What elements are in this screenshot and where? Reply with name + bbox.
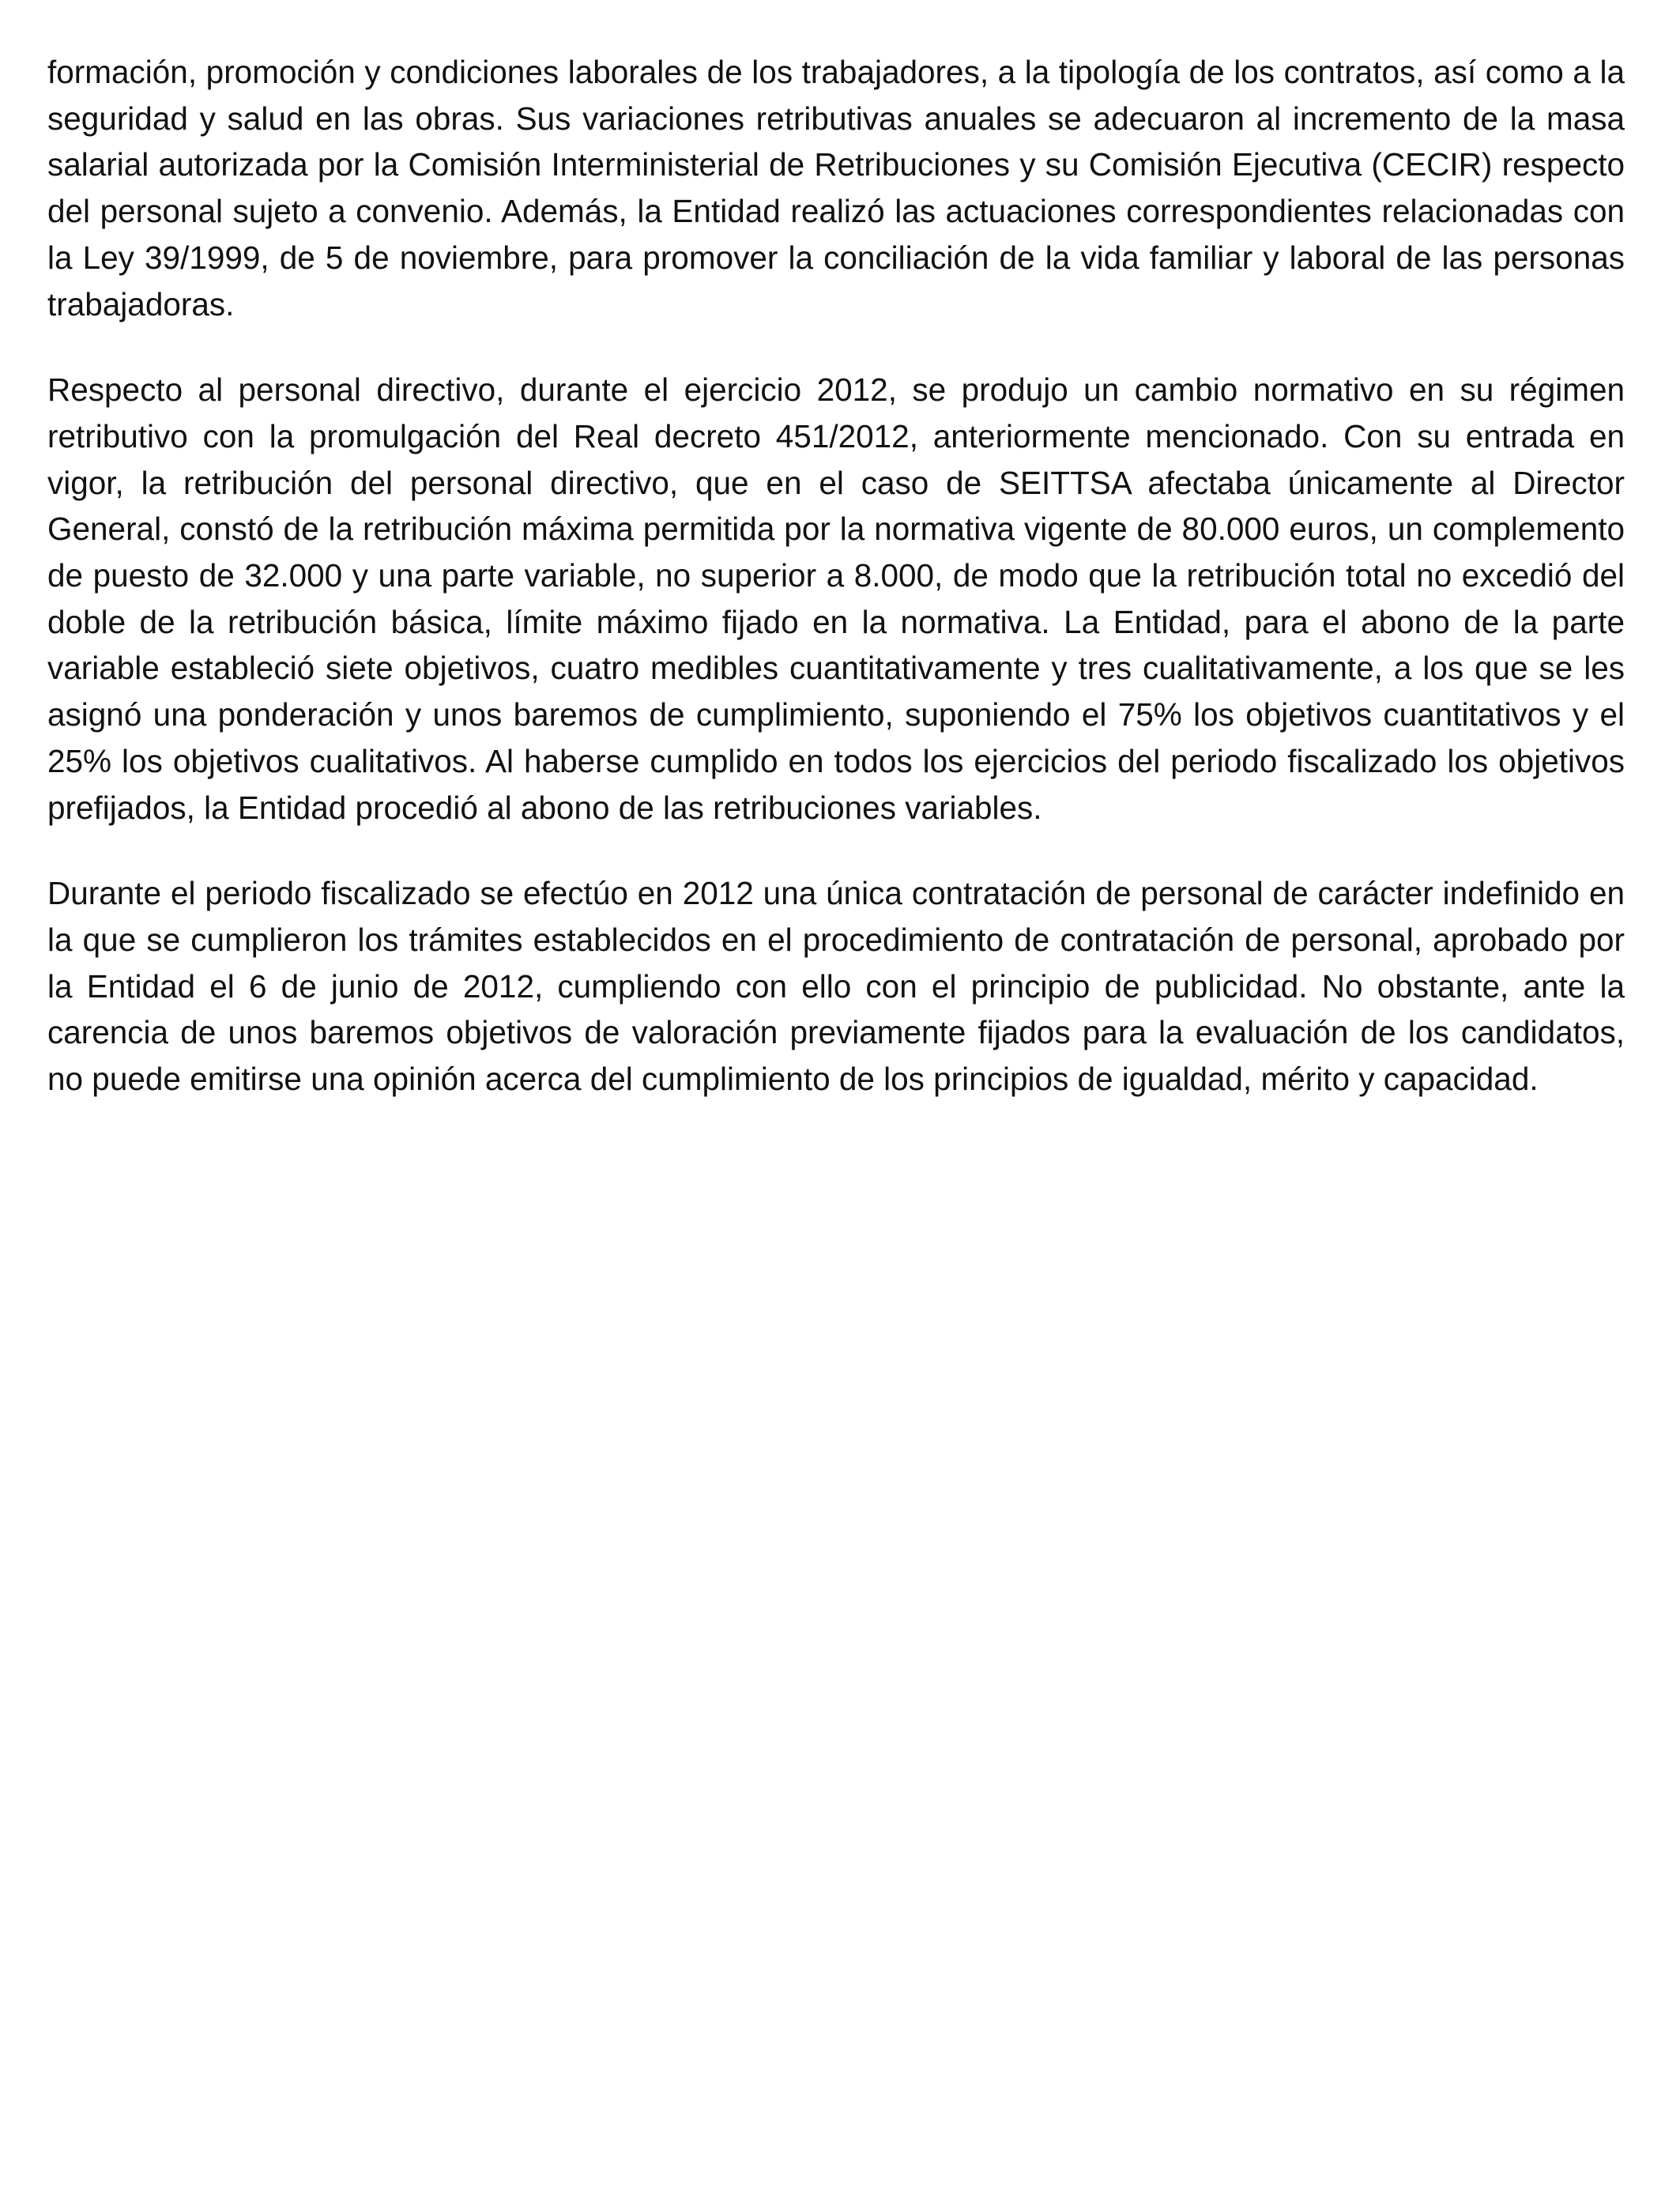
paragraph-hiring: Durante el periodo fiscalizado se efectúo en 2012 una única contratación de personal de carácter indefinido en la que se cumplieron los trámites establecidos en el procedimiento de contratación de personal, aprobado por la Entidad el 6 de junio de 2012, cumpliendo con ello con el principio de publicidad. No obstante, ante la carencia de unos baremos objetivos de valoración previamente fijados para la evaluación de los candidatos, no puede emitirse una opinión acerca del cumplimiento de los principios de igualdad, mérito y capacidad.	[47, 875, 1625, 1098]
paragraph-staff-conditions: formación, promoción y condiciones laborales de los trabajadores, a la tipología de los contratos, así como a la seguridad y salud en las obras. Sus variaciones retributivas anuales se adecuaron al incremento de la masa salarial autorizada por la Comisión Interministerial de Retribuciones y su Comisión Ejecutiva (CECIR) respecto del personal sujeto a convenio. Además, la Entidad realizó las actuaciones correspondientes relacionadas con la Ley 39/1999, de 5 de noviembre, para promover la conciliación de la vida familiar y laboral de las personas trabajadoras.	[47, 54, 1625, 322]
paragraph-executive-pay: Respecto al personal directivo, durante el ejercicio 2012, se produjo un cambio normativo en su régimen retributivo con la promulgación del Real decreto 451/2012, anteriormente mencionado. Con su entrada en vigor, la retribución del personal directivo, que en el caso de SEITTSA afectaba únicamente al Director General, constó de la retribución máxima permitida por la normativa vigente de 80.000 euros, un complemento de puesto de 32.000 y una parte variable, no superior a 8.000, de modo que la retribución total no excedió del doble de la retribución básica, límite máximo fijado en la normativa. La Entidad, para el abono de la parte variable estableció siete objetivos, cuatro medibles cuantitativamente y tres cualitativamente, a los que se les asignó una ponderación y unos baremos de cumplimiento, suponiendo el 75% los objetivos cuantitativos y el 25% los objetivos cualitativos. Al haberse cumplido en todos los ejercicios del periodo fiscalizado los objetivos prefijados, la Entidad procedió al abono de las retribuciones variables.	[47, 371, 1625, 826]
document-body	[47, 49, 1625, 1103]
